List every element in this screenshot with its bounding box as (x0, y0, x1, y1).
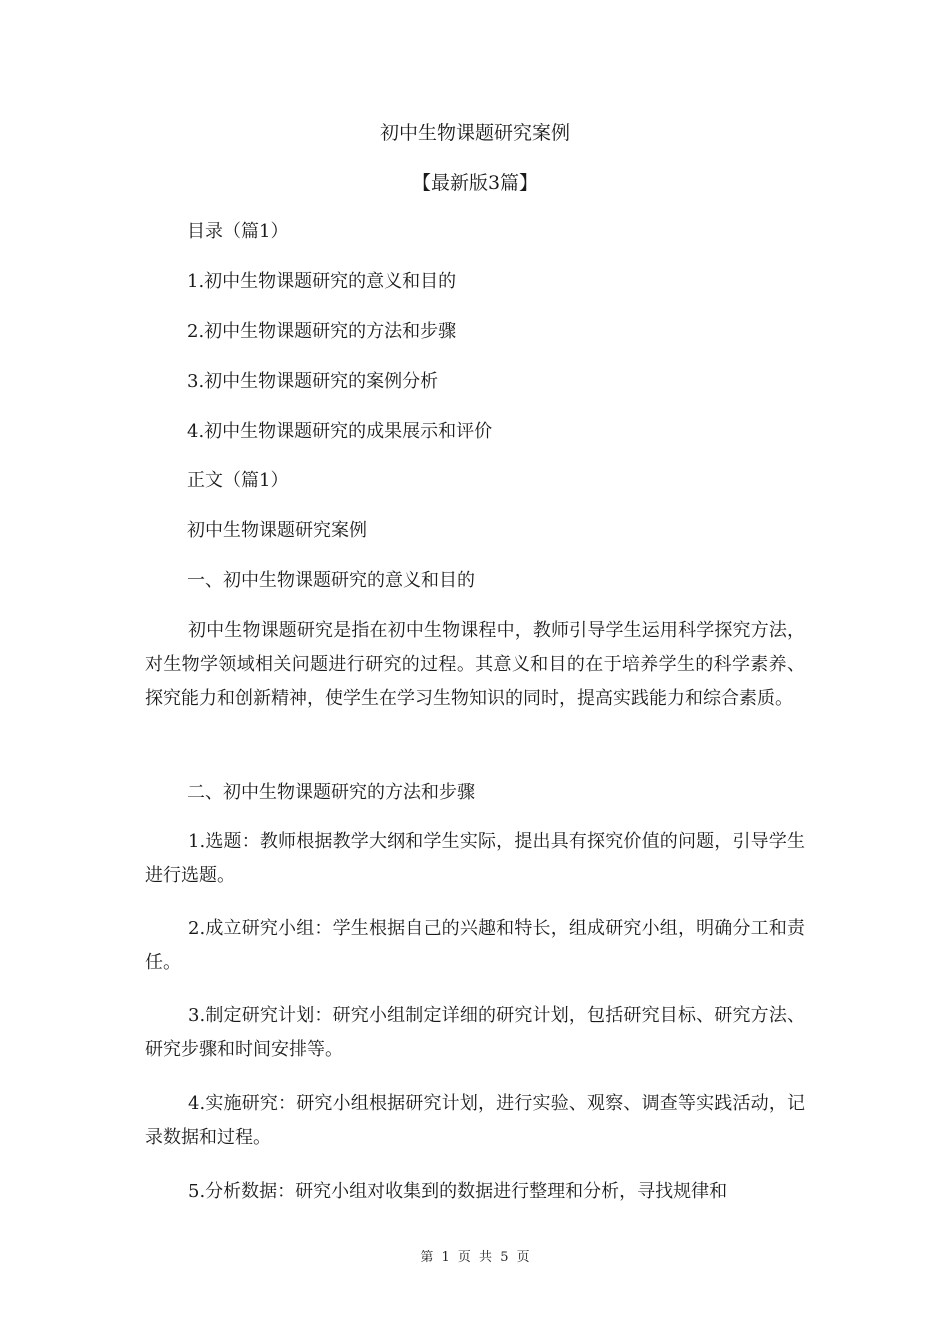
step-paragraph: 5.分析数据：研究小组对收集到的数据进行整理和分析，寻找规律和 (188, 1181, 728, 1202)
toc-item: 4.初中生物课题研究的成果展示和评价 (187, 421, 493, 442)
toc-item: 2.初中生物课题研究的方法和步骤 (187, 321, 457, 342)
toc-item: 3.初中生物课题研究的案例分析 (187, 371, 439, 392)
page-footer: 第 1 页 共 5 页 (420, 1250, 530, 1265)
section-heading: 二、初中生物课题研究的方法和步骤 (187, 782, 475, 803)
section-heading: 一、初中生物课题研究的意义和目的 (187, 570, 475, 591)
body-title: 初中生物课题研究案例 (187, 520, 367, 541)
step-paragraph: 1.选题：教师根据教学大纲和学生实际，提出具有探究价值的问题，引导学生进行选题。 (145, 831, 805, 886)
body-heading: 正文（篇1） (187, 470, 289, 491)
step-paragraph: 2.成立研究小组：学生根据自己的兴趣和特长，组成研究小组，明确分工和责任。 (145, 918, 805, 973)
toc-heading: 目录（篇1） (187, 221, 289, 242)
document-title: 初中生物课题研究案例 (379, 122, 570, 144)
step-paragraph: 4.实施研究：研究小组根据研究计划，进行实验、观察、调查等实践活动，记录数据和过程。 (145, 1093, 805, 1148)
step-paragraph: 3.制定研究计划：研究小组制定详细的研究计划，包括研究目标、研究方法、研究步骤和时间安排等。 (145, 1005, 805, 1060)
toc-item: 1.初中生物课题研究的意义和目的 (187, 271, 457, 292)
document-subtitle: 【最新版3篇】 (411, 172, 539, 194)
section-paragraph: 初中生物课题研究是指在初中生物课程中，教师引导学生运用科学探究方法，对生物学领域相关问题进行研究的过程。其意义和目的在于培养学生的科学素养、探究能力和创新精神，使学生在学习生物知识的同时，提高实践能力和综合素质。 (145, 620, 805, 709)
